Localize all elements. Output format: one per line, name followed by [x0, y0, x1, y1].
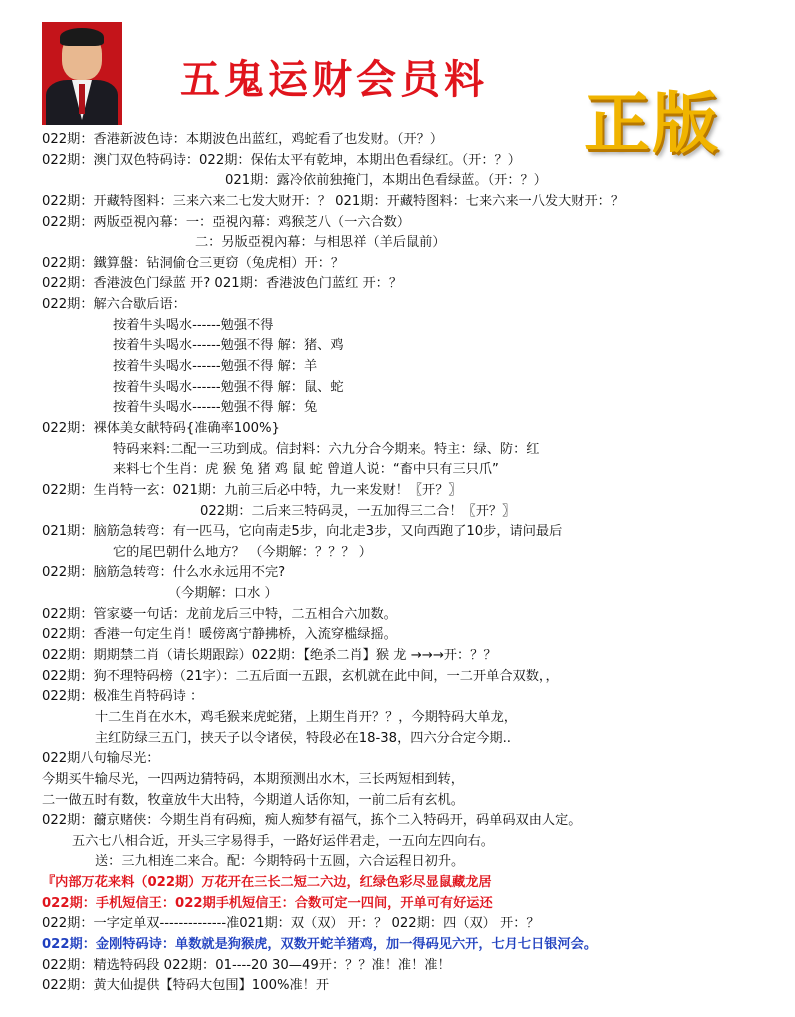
content-lines [0, 130, 795, 997]
line-13: 按着牛头喝水------勉强不得 解：鼠、蛇 [113, 379, 344, 395]
line-15: 022期：裸体美女献特码{准确率100%} [42, 420, 280, 436]
line-12: 按着牛头喝水------勉强不得 解：羊 [113, 359, 318, 375]
line-6: 二：另版亞視內幕：与相思祥（羊后鼠前） [195, 235, 446, 251]
line-30: 主红防绿三五门，挟天子以令诸侯，特段必在18-38，四六分合定今期.. [95, 730, 511, 746]
line-34: 022期：薾京赌侠：今期生肖有码痴，痴人痴梦有福气，拣个二入特码开，码单码双由人定。 [42, 813, 582, 829]
line-5: 022期：两版亞視內幕：一：亞視內幕：鸡猴芝八（一六合数） [42, 214, 411, 230]
line-16: 特码来料:二配一三功到成。信封料：六九分合今期来。特主：绿、防：红 [113, 441, 540, 457]
line-20: 021期：脑筋急转弯：有一匹马，它向南走5步，向北走3步，又向西跑了10步，请问最后 [42, 524, 563, 540]
line-32: 今期买牛输尽光，一四两边猜特码，本期预测出水木，三长两短相到转， [42, 771, 464, 787]
line-19: 022期：二后来三特码灵，一五加得三二合！〖开？〗 [200, 503, 516, 519]
line-41: 022期：精选特码段 022期：01----20 30—49开：？？准！准！准！ [42, 957, 451, 973]
line-24: 022期：管家婆一句话：龙前龙后三中特，二五相合六加数。 [42, 606, 397, 622]
line-18: 022期：生肖特一玄：021期：九前三后必中特，九一来发财！〖开？〗 [42, 482, 462, 498]
line-35: 五六七八相合近，开头三字易得手，一路好运伴君走，一五向左四向右。 [72, 833, 494, 849]
line-36: 送：三九相连二来合。配：今期特码十五圆，六合运程日初升。 [95, 854, 465, 870]
genuine-stamp: 正版 [584, 84, 720, 162]
line-17: 来料七个生肖：虎 猴 兔 猪 鸡 鼠 蛇 曾道人说：“畜中只有三只爪” [113, 462, 499, 478]
line-1: 022期：香港新波色诗：本期波色出蓝红，鸡蛇看了也发财。（开？） [42, 132, 444, 147]
line-11: 按着牛头喝水------勉强不得 解：猪、鸡 [113, 338, 344, 354]
line-27: 022期：狗不理特码榜（21字）：二五后面一五跟，玄机就在此中间，一二开单合双数，， [42, 668, 559, 684]
line-31: 022期八句输尽光： [42, 751, 160, 767]
line-38: 022期：手机短信王：022期手机短信王：合数可定一四间，开单可有好运还 [42, 895, 493, 911]
page-title: 五鬼运财会员料 [180, 56, 488, 103]
line-40: 022期：金刚特码诗：单数就是狗猴虎，双数开蛇羊猪鸡，加一得码见六开，七月七日银河会。 [42, 936, 598, 952]
line-22: 022期：脑筋急转弯：什么水永远用不完? [42, 565, 286, 581]
line-7: 022期：鐵算盤：钻洞偷仓三更窃（兔虎相）开：？ [42, 255, 345, 271]
line-2: 022期：澳门双色特码诗：022期：保佑太平有乾坤，本期出色看绿红。（开：？） [42, 152, 521, 168]
line-33: 二一做五时有数，牧童放牛大出特，今期道人话你知，一前二后有玄机。 [42, 792, 464, 808]
line-3: 021期：露冷依前独掩门，本期出色看绿蓝。（开：？） [225, 173, 547, 189]
line-42: 022期：黄大仙提供【特码大包围】100%准！开 [42, 978, 330, 994]
line-25: 022期：香港一句定生肖！暖傍离宁静拂桥，入流穿槛绿摇。 [42, 627, 397, 643]
portrait-photo [42, 22, 122, 125]
line-28: 022期：极准生肖特码诗 ： [42, 689, 204, 705]
line-29: 十二生肖在水木，鸡毛猴来虎蛇猪，上期生肖开？？，今期特码大单龙， [95, 709, 517, 725]
line-4: 022期：开藏特图料：三来六来二七发大财开：？ 021期：开藏特图料：七来六来一八发大财开：？ [42, 193, 625, 209]
line-21: 它的尾巴朝什么地方？ （今期解：？？？ ） [113, 544, 372, 560]
line-39: 022期：一字定单双--------------准021期：双（双） 开：？ 022期：四（双） 开：？ [42, 916, 540, 932]
line-9: 022期：解六合歇后语： [42, 297, 186, 313]
line-23: （今期解：口水 ） [168, 586, 278, 602]
line-10: 按着牛头喝水------勉强不得 [113, 317, 274, 333]
line-26: 022期：期期禁二肖（请长期跟踪）022期：【绝杀二肖】猴 龙 →→→开：？？ [42, 648, 497, 664]
line-8: 022期：香港波色门绿蓝 开? 021期：香港波色门蓝红 开：？ [42, 276, 403, 292]
line-37: 『内部万花来料（022期）万花开在三长二短二六边，红绿色彩尽显鼠藏龙居 [42, 875, 492, 891]
line-14: 按着牛头喝水------勉强不得 解：兔 [113, 400, 318, 416]
